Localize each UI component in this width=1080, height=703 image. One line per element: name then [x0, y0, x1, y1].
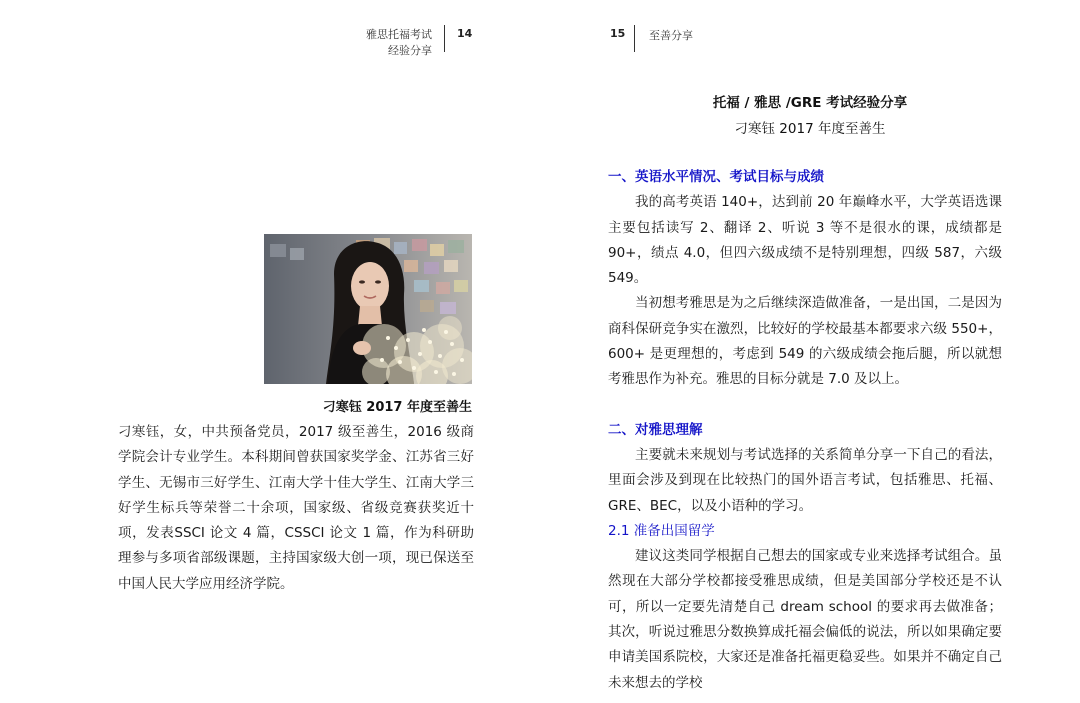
- header-title-line1: 雅思托福考试: [366, 28, 432, 41]
- profile-bio: 刁寒钰，女，中共预备党员，2017 级至善生，2016 级商学院会计专业学生。本科期间曾获国家奖学金、江苏省三好学生、无锡市三好学生、江南大学十佳大学生、江南大学三好学生标兵等荣誉二十余项，国家级、省级竞赛获奖近十项，发表SSCI 论文 4 篇，CSSCI 论文 1 篇，作为科研助理参与多项省部级课题，主持国家级大创一项，现已保送至中国人民大学应用经济学院。: [118, 424, 474, 592]
- page-number: 15: [610, 27, 626, 40]
- paragraph: 主要就未来规划与考试选择的关系简单分享一下自己的看法，里面会涉及到现在比较热门的国外语言考试，包括雅思、托福、GRE、BEC，以及小语种的学习。: [608, 446, 1002, 514]
- running-header-title: [366, 27, 432, 59]
- portrait-photo: [264, 234, 472, 384]
- header-divider: [634, 25, 635, 52]
- article-author: 刁寒钰 2017 年度至善生: [734, 121, 886, 137]
- spacer: [608, 393, 1002, 418]
- header-divider: [444, 25, 445, 52]
- header-title-line2: 经验分享: [388, 44, 432, 57]
- section-heading: 二、对雅思理解: [608, 421, 703, 438]
- page-number: 14: [457, 27, 473, 40]
- photo-caption: 刁寒钰 2017 年度至善生: [322, 400, 472, 415]
- paragraph: 我的高考英语 140+，达到前 20 年巅峰水平，大学英语选课主要包括读写 2、翻译 2、听说 3 等不是很水的课，成绩都是 90+，绩点 4.0，但四六级成绩不是特别理想，四级 587，六级 549。: [608, 194, 1002, 287]
- right-page: [540, 0, 1080, 703]
- paragraph: 建议这类同学根据自己想去的国家或专业来选择考试组合。虽然现在大部分学校都接受雅思成绩，但是美国部分学校还是不认可，所以一定要先清楚自己 dream school 的要求再去做准备；其次，听说过雅思分数换算成托福会偏低的说法，所以如果确定要申请美国系院校，大家还是准备托福更稳妥些。如果并不确定自己未来想去的学校: [608, 548, 1002, 691]
- subsection-heading: 2.1 准备出国留学: [608, 522, 715, 539]
- running-header-title: 至善分享: [649, 29, 693, 42]
- section-heading: 一、英语水平情况、考试目标与成绩: [608, 169, 824, 185]
- article-body: [608, 165, 1002, 696]
- paragraph: 当初想考雅思是为之后继续深造做准备，一是出国，二是因为商科保研竞争实在激烈，比较好的学校最基本都要求六级 550+，600+ 是更理想的，考虑到 549 的六级成绩会拖后腿，所以就想考雅思作为补充。雅思的目标分就是 7.0 及以上。: [608, 295, 1002, 388]
- article-title: 托福 / 雅思 /GRE 考试经验分享: [712, 95, 908, 111]
